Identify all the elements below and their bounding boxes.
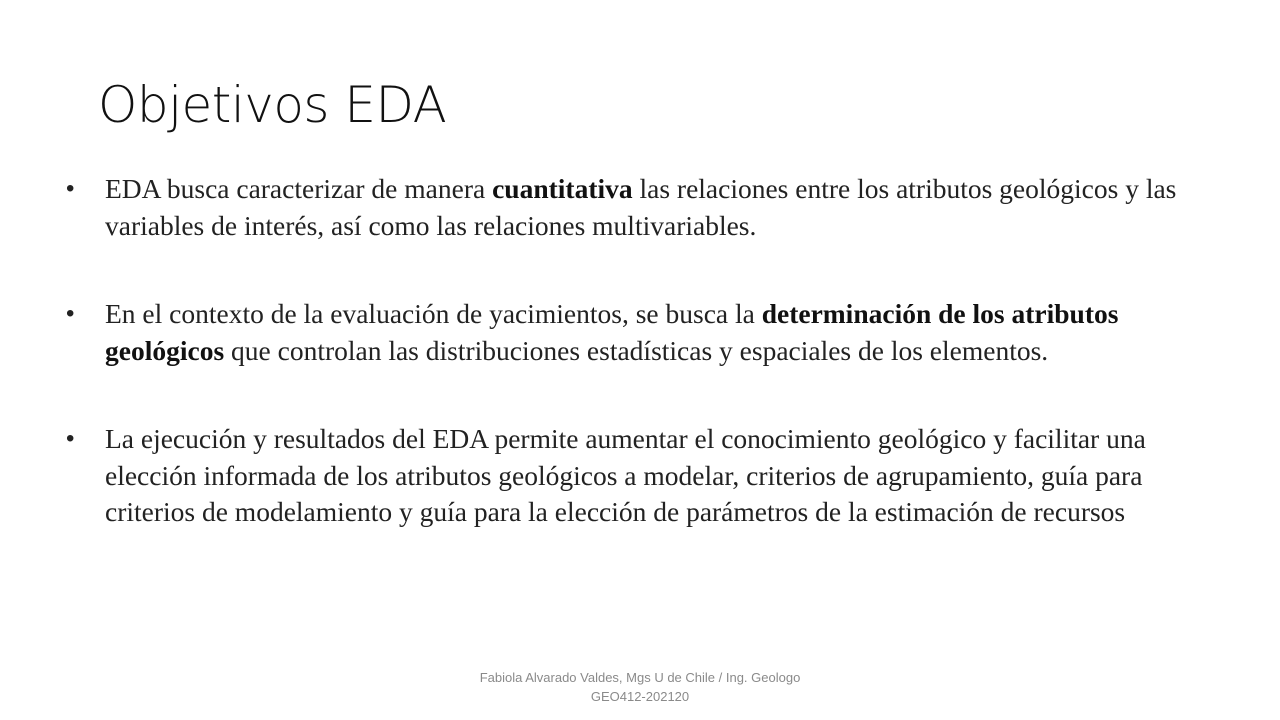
slide-title: Objetivos EDA	[98, 76, 447, 134]
bullet-item	[62, 421, 1222, 531]
bullet-icon: •	[66, 300, 75, 327]
bullet-icon: •	[66, 425, 75, 452]
bullet-icon: •	[66, 175, 75, 202]
bullet-text	[105, 298, 1118, 366]
slide-footer	[0, 668, 1280, 706]
bullet-item	[62, 296, 1222, 369]
bullet-text-part: EDA busca caracterizar de manera	[105, 173, 493, 204]
bullet-text-part: que controlan las distribuciones estadísticas y espaciales de los elementos.	[224, 334, 1049, 366]
bullet-text-bold: cuantitativa	[492, 173, 633, 204]
footer-author: Fabiola Alvarado Valdes, Mgs U de Chile / Ing. Geologo	[479, 670, 801, 685]
bullet-text	[105, 423, 1146, 527]
bullet-text-part: En el contexto de la evaluación de yacimientos, se busca la	[105, 298, 762, 329]
footer-course-code: GEO412-202120	[590, 689, 690, 704]
bullet-item	[62, 171, 1222, 244]
bullet-text	[105, 173, 1176, 241]
bullet-list	[62, 171, 1222, 531]
bullet-text-part: las relaciones entre los atributos geológicos y las variables de interés, así como las relaciones multivariables.	[105, 173, 1177, 241]
bullet-text-part: La ejecución y resultados del EDA permite aumentar el conocimiento geológico y facilitar una elección informada de los atributos geológicos a modelar, criterios de agrupamiento, guía para criterios de modelamiento y guía para la elección de parámetros de la estimación de recursos	[105, 423, 1146, 527]
bullet-text-bold: determinación de los atributos geológicos	[105, 298, 1119, 366]
